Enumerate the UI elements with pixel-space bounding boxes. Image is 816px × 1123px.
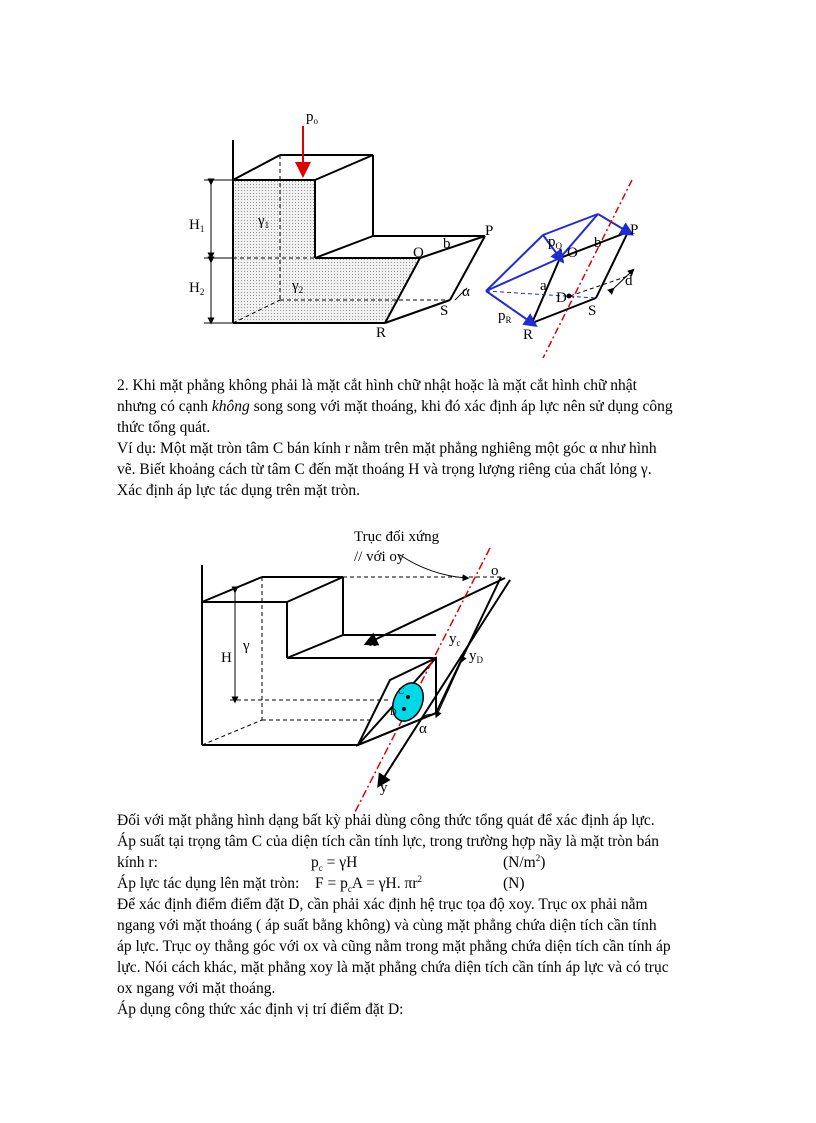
- point-D: [402, 707, 406, 711]
- unit-force: (N): [503, 875, 525, 892]
- side-O-label: O: [567, 245, 578, 261]
- x-label: x: [369, 634, 377, 650]
- section-3-line-7: áp lực. Trục oy thẳng góc với ox và cũng nằm trong mặt phẳng chứa diện tích cần tính áp: [117, 938, 671, 955]
- yc-label: $y_c$: [449, 631, 461, 648]
- section-2-line-4: Ví dụ: Một mặt tròn tâm C bán kính r nằm trên mặt phẳng nghiêng một góc α như hình: [117, 440, 657, 457]
- po-label: $p_o$: [306, 109, 318, 126]
- o-label: o: [491, 563, 499, 579]
- axis-note-1: Trục đối xứng: [354, 529, 440, 545]
- gamma2-label: $\gamma_2$: [292, 278, 304, 295]
- annotation-arrow: [400, 555, 466, 578]
- gamma1-label: $\gamma_1$: [258, 213, 270, 230]
- side-d-label: d: [625, 273, 633, 289]
- section-3-text: [117, 810, 717, 1020]
- C-label: C: [398, 686, 405, 696]
- axis-note-2: // với oy: [354, 549, 405, 565]
- side-R-label: R: [523, 327, 534, 343]
- side-a-label: a: [540, 278, 547, 294]
- symmetry-axis: [355, 548, 490, 812]
- O-label: O: [413, 245, 424, 261]
- side-b-label: b: [594, 235, 602, 251]
- section-2-line-1: 2. Khi mặt phẳng không phải là mặt cắt hình chữ nhật hoặc là mặt cắt hình chữ nhật: [117, 377, 637, 394]
- section-3-line-8: lực. Nói cách khác, mặt phẳng xoy là mặt phẳng chứa diện tích cần tính áp lực và có trục: [117, 959, 669, 976]
- section-3-line-10: Áp dụng công thức xác định vị trí điểm đặt D:: [117, 1001, 404, 1018]
- section-3-line-2: Áp suất tại trọng tâm C của diện tích cần tính lực, trong trường hợp nầy là mặt tròn bán: [117, 833, 659, 850]
- H-label: H: [221, 650, 232, 666]
- H2-label: $H_2$: [189, 280, 205, 297]
- formula-F: $F = p_cA = \gamma H$. $\pi r^2$: [315, 873, 422, 895]
- section-2-line-3: thức tổng quát.: [117, 419, 211, 436]
- side-P-label: P: [630, 222, 639, 238]
- side-D-label: D: [556, 290, 567, 306]
- section-3-line-6: ngang với mặt thoáng ( áp suất bằng không) và cùng mặt phẳng chứa diện tích cần tính: [117, 917, 657, 934]
- y-label: y: [380, 780, 388, 796]
- centroid-C: [406, 695, 410, 699]
- H1-label: $H_1$: [189, 217, 205, 234]
- side-S-label: S: [588, 303, 597, 319]
- alpha2-label: α: [419, 721, 427, 737]
- S-label: S: [440, 303, 449, 319]
- gamma-label: γ: [243, 638, 250, 654]
- section-3-line-4: Áp lực tác dụng lên mặt tròn: $F = p_cA = \gamma H$. $\pi r^2$ (N): [117, 873, 525, 895]
- R-label: R: [376, 325, 387, 341]
- pR-label: $p_R$: [498, 308, 512, 325]
- pQ-label: $p_Q$: [548, 234, 562, 251]
- unit-pressure: $(N/m^2)$: [503, 852, 546, 871]
- section-2-line-5: vẽ. Biết khoảng cách từ tâm C đến mặt thoáng H và trọng lượng riêng của chất lỏng γ.: [117, 461, 652, 478]
- formula-pc: $p_c = \gamma H$: [311, 854, 358, 874]
- b-label: b: [443, 236, 451, 252]
- P-label: P: [485, 223, 494, 239]
- section-3-line-3: kính r: $p_c = \gamma H$ $(N/m^2)$: [117, 852, 546, 874]
- y-axis-arrow: [381, 580, 510, 782]
- alpha-label: α: [462, 284, 470, 300]
- section-2-line-6: Xác định áp lực tác dụng trên mặt tròn.: [117, 482, 360, 499]
- tank2-outline: [202, 565, 501, 745]
- section-2-line-2: nhưng có cạnh không song song với mặt thoáng, khi đó xác định áp lực nên sử dụng công: [117, 398, 673, 415]
- section-3-line-5: Để xác định điểm điểm đặt D, cần phải xác định hệ trục tọa độ xoy. Trục ox phải nằm: [117, 896, 648, 913]
- yD-label: $y_D$: [469, 648, 483, 665]
- section-3-line-9: ox ngang với mặt thoáng.: [117, 980, 276, 997]
- section-3-line-1: Đối với mặt phẳng hình dạng bất kỳ phải dùng công thức tổng quát để xác định áp lực.: [117, 812, 655, 829]
- D-label: D: [390, 707, 397, 717]
